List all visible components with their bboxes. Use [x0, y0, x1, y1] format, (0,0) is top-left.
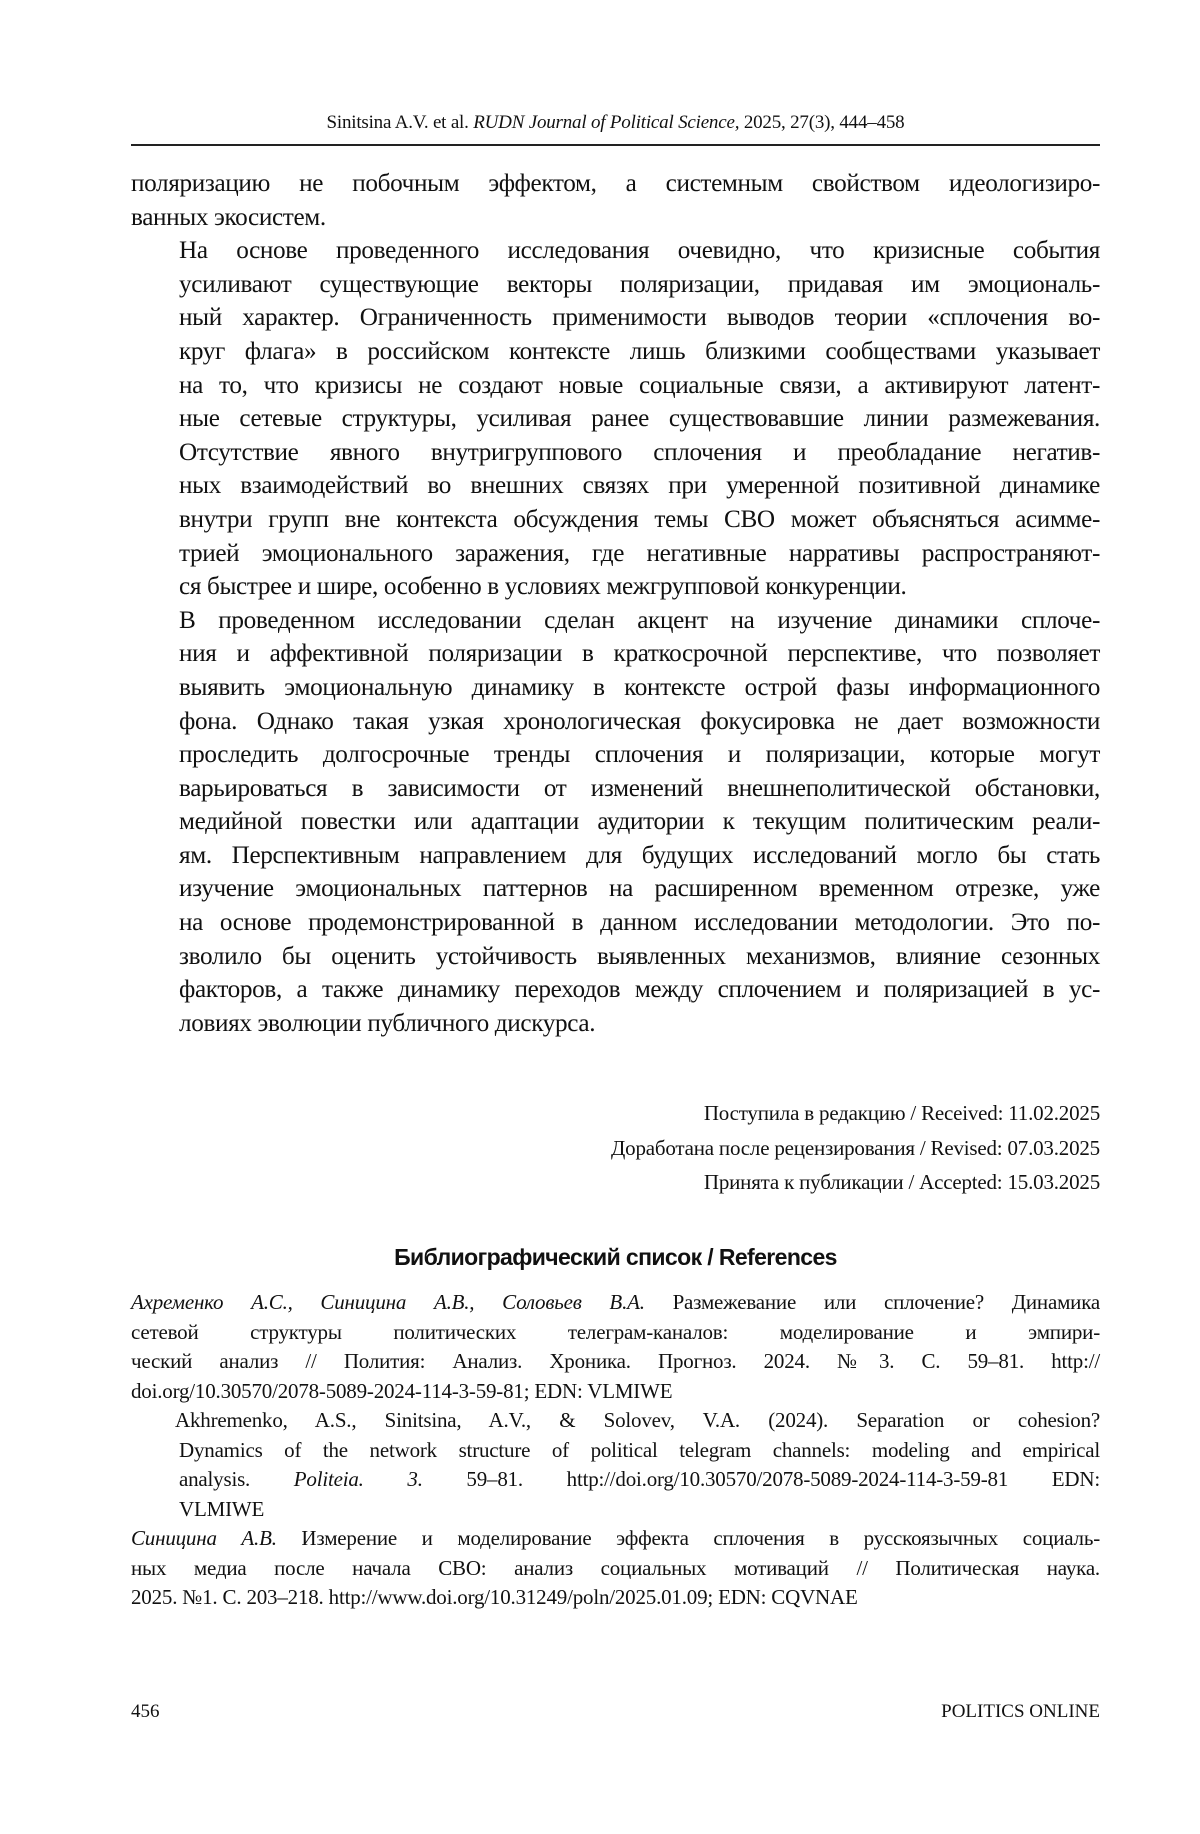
reference-entry-transliterated	[131, 1406, 1100, 1524]
header-rule	[131, 144, 1100, 146]
text-line: фона. Однако такая узкая хронологическая фокусировка не дает возможности	[179, 707, 1100, 735]
reference-line: Akhremenko, A.S., Sinitsina, A.V., & Solovev, V.A. (2024). Separation or cohesion?	[175, 1408, 1100, 1432]
page-number: 456	[131, 1701, 160, 1722]
reference-text: Размежевание или сплочение? Динамика	[644, 1290, 1100, 1314]
text-line: поляризацию не побочным эффектом, а системным свойством идеологизиро-	[131, 170, 1100, 197]
reference-line: ных медиа после начала СВО: анализ социальных мотиваций // Политическая наука.	[131, 1555, 1100, 1580]
paragraph	[131, 604, 1100, 1041]
reference-line: doi.org/10.30570/2078-5089-2024-114-3-59-81; EDN: VLMIWE	[131, 1378, 673, 1403]
reference-line: сетевой структуры политических телеграм-каналов: моделирование и эмпири-	[131, 1319, 1100, 1344]
text-line: варьироваться в зависимости от изменений внешнеполитической обстановки,	[179, 774, 1100, 802]
reference-authors: Ахременко А.С., Синицина А.В., Соловьев В.А.	[131, 1290, 645, 1314]
text-line: На основе проведенного исследования очевидно, что кризисные события	[179, 237, 1100, 265]
text-line: ных взаимодействий во внешних связях при умеренной позитивной динамике	[179, 472, 1100, 500]
paragraph	[131, 436, 1100, 604]
paragraph	[131, 234, 1100, 436]
reference-text: Измерение и моделирование эффекта сплочения в русскоязычных социаль-	[276, 1526, 1100, 1550]
text-line: выявить эмоциональную динамику в контексте острой фазы информационного	[179, 673, 1100, 701]
text-line: ся быстрее и шире, особенно в условиях межгрупповой конкуренции.	[179, 573, 907, 601]
reference-text: analysis.	[179, 1467, 294, 1491]
text-line: внутри групп вне контекста обсуждения темы СВО может объясняться асимме-	[179, 505, 1100, 533]
text-line: круг флага» в российском контексте лишь близкими сообществами указывает	[179, 337, 1100, 365]
body-text	[131, 167, 1100, 1040]
text-line: на то, что кризисы не создают новые социальные связи, а активируют латент-	[179, 371, 1100, 399]
text-line: ный характер. Ограниченность применимости выводов теории «сплочения во-	[179, 304, 1100, 332]
reference-line: Dynamics of the network structure of political telegram channels: modeling and empirical	[179, 1437, 1100, 1462]
running-header	[131, 112, 1100, 134]
text-line: на основе продемонстрированной в данном исследовании методологии. Это по-	[179, 909, 1100, 937]
text-line: В проведенном исследовании сделан акцент на изучение динамики сплоче-	[179, 606, 1100, 634]
text-line: зволило бы оценить устойчивость выявленных механизмов, влияние сезонных	[179, 942, 1100, 970]
header-journal: RUDN Journal of Political Science,	[473, 112, 740, 133]
text-line: изучение эмоциональных паттернов на расширенном временном отрезке, уже	[179, 875, 1100, 903]
text-line: Отсутствие явного внутригруппового сплочения и преобладание негатив-	[179, 438, 1100, 466]
text-line: ванных экосистем.	[131, 203, 326, 231]
reference-entry	[131, 1288, 1100, 1406]
reference-text: 59–81. http://doi.org/10.30570/2078-5089-2024-114-3-59-81 EDN:	[422, 1467, 1100, 1491]
header-authors: Sinitsina A.V. et al.	[326, 112, 469, 133]
reference-journal: Politeia. 3.	[293, 1467, 423, 1491]
reference-authors: Синицина А.В.	[131, 1526, 277, 1550]
reference-line	[179, 1465, 1100, 1495]
footer-section-name: POLITICS ONLINE	[941, 1701, 1100, 1722]
text-line: ния и аффективной поляризации в краткосрочной перспективе, что позволяет	[179, 640, 1100, 668]
reference-line: ческий анализ // Полития: Анализ. Хроника. Прогноз. 2024. №3. С. 59–81. http://	[131, 1349, 1100, 1373]
received-date: Поступила в редакцию / Received: 11.02.2025	[703, 1101, 1100, 1125]
text-line: трией эмоционального заражения, где негативные нарративы распространяют-	[179, 539, 1100, 567]
header-issue: 2025, 27(3), 444–458	[743, 112, 905, 133]
reference-line	[131, 1524, 1100, 1554]
reference-line: VLMIWE	[179, 1496, 265, 1521]
references-heading: Библиографический список / References	[394, 1244, 837, 1270]
reference-line	[131, 1288, 1100, 1318]
text-line: факторов, а также динамику переходов между сплочением и поляризацией в ус-	[179, 976, 1100, 1004]
reference-line: 2025. №1. С. 203–218. http://www.doi.org/10.31249/poln/2025.01.09; EDN: CQVNAE	[131, 1585, 858, 1609]
article-dates	[400, 1096, 1100, 1200]
text-line: проследить долгосрочные тренды сплочения и поляризации, которые могут	[179, 741, 1100, 769]
paragraph	[131, 167, 1100, 234]
accepted-date: Принята к публикации / Accepted: 15.03.2025	[703, 1170, 1100, 1194]
text-line: ловиях эволюции публичного дискурса.	[179, 1009, 596, 1037]
reference-entry	[131, 1524, 1100, 1613]
references-list	[131, 1288, 1100, 1613]
text-line: медийной повестки или адаптации аудитории к текущим политическим реали-	[179, 808, 1100, 836]
text-line: ям. Перспективным направлением для будущих исследований могло бы стать	[179, 841, 1100, 869]
text-line: усиливают существующие векторы поляризации, придавая им эмоциональ-	[179, 270, 1100, 298]
text-line: ные сетевые структуры, усиливая ранее существовавшие линии размежевания.	[179, 405, 1100, 433]
revised-date: Доработана после рецензирования / Revised: 07.03.2025	[611, 1135, 1100, 1160]
